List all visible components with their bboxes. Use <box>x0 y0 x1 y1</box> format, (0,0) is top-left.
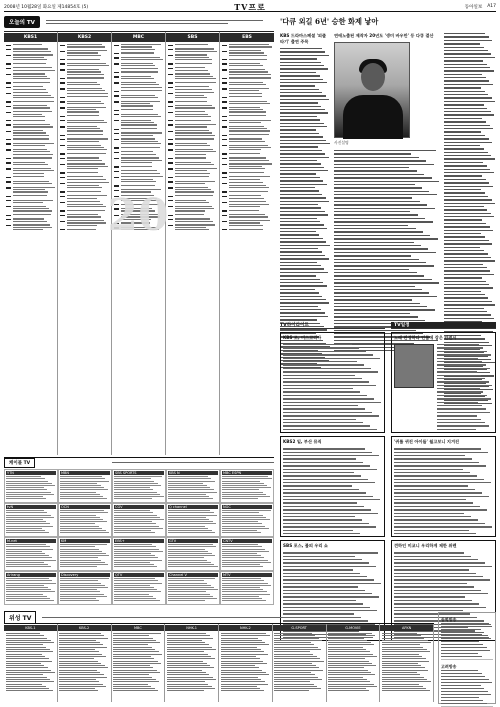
program-row <box>6 111 55 117</box>
tv-legend <box>46 20 274 24</box>
program-row <box>114 120 163 126</box>
article-headline: '다큐 외길 6년' 승한 화제 낳아 <box>280 17 379 26</box>
highlight-item: 노래 판정하다 인물에 감은 안전시 <box>391 332 496 433</box>
right-middle <box>280 322 496 612</box>
program-row <box>114 76 163 80</box>
program-row <box>168 63 217 65</box>
program-row <box>222 126 272 132</box>
channel-header: MBC <box>112 33 165 42</box>
program-row <box>168 86 217 90</box>
cable-channel: Q channel <box>166 503 220 537</box>
program-row <box>168 218 217 222</box>
program-row <box>168 105 217 109</box>
program-row <box>222 115 272 117</box>
program-row <box>168 101 217 103</box>
program-row <box>168 181 217 185</box>
program-row <box>222 44 272 48</box>
page-number: A17 <box>487 4 496 9</box>
satellite-channel: KBS-1 <box>4 624 58 702</box>
highlight-item: '귀를 귀진 아이들' 월고보니 지겨진 <box>391 436 496 537</box>
program-row <box>222 69 272 75</box>
program-row <box>60 163 109 169</box>
cable-badge: 케이블 TV <box>4 458 35 468</box>
photo-caption: 사진설명 <box>334 140 349 145</box>
program-row <box>60 59 109 61</box>
program-row <box>6 101 55 103</box>
program-row <box>6 73 55 79</box>
program-row <box>6 67 55 71</box>
program-row <box>168 168 217 174</box>
program-row <box>222 153 272 155</box>
program-row <box>60 176 109 180</box>
program-row <box>222 63 272 67</box>
program-row <box>114 214 163 220</box>
program-row <box>114 176 163 182</box>
satellite-channel: NHK-2 <box>219 624 273 702</box>
page-header <box>4 3 496 12</box>
program-row <box>60 229 109 231</box>
program-row <box>114 71 163 73</box>
cable-channel: M.net <box>4 537 58 571</box>
program-row <box>114 128 163 130</box>
program-row <box>6 63 55 65</box>
program-row <box>222 138 272 142</box>
cable-channel: Channel V <box>166 571 220 605</box>
program-row <box>222 134 272 136</box>
program-row <box>60 153 109 155</box>
program-row <box>222 229 272 231</box>
program-row <box>60 220 109 226</box>
program-row <box>6 124 55 128</box>
cable-channel: KM <box>58 537 112 571</box>
cable-channel: OCN <box>58 503 112 537</box>
program-row <box>114 57 163 61</box>
program-row <box>168 143 217 147</box>
program-row <box>114 185 163 187</box>
cable-channel: GTV <box>166 537 220 571</box>
tv-badge: 오늘의 TV <box>4 16 40 28</box>
tv-grid <box>4 31 274 455</box>
program-row <box>222 214 272 218</box>
program-row <box>168 82 217 84</box>
satellite-channel: MBC <box>112 624 166 702</box>
program-row <box>6 176 55 178</box>
program-row <box>6 181 55 185</box>
program-row <box>114 227 163 231</box>
paper-name: 동아일보 <box>464 5 483 10</box>
item-photo <box>394 344 434 388</box>
program-row <box>114 222 163 224</box>
program-row <box>60 120 109 124</box>
program-row <box>60 138 109 142</box>
program-row <box>222 172 272 174</box>
ad-block: 동학방송 <box>441 615 493 660</box>
article-sub-right: 연애노출된 제작자 20년도 '생미 바우만' 등 다큐 결산 <box>334 33 434 38</box>
program-row <box>222 201 272 207</box>
program-row <box>6 82 55 84</box>
program-row <box>114 157 163 163</box>
cable-channel: MBN <box>58 469 112 503</box>
satellite-channel: AFKN <box>380 624 434 702</box>
program-row <box>6 149 55 155</box>
program-row <box>222 220 272 226</box>
program-row <box>6 92 55 98</box>
ad-block: 고려방송 <box>441 662 493 707</box>
program-row <box>168 138 217 140</box>
program-row <box>168 162 217 166</box>
program-row <box>114 52 163 54</box>
program-row <box>222 191 272 193</box>
program-row <box>6 105 55 109</box>
program-row <box>222 82 272 86</box>
program-row <box>168 92 217 98</box>
program-row <box>114 44 163 50</box>
program-row <box>60 214 109 218</box>
channel-header: EBS <box>220 33 274 42</box>
program-row <box>114 170 163 174</box>
cable-channel: NGC <box>220 503 274 537</box>
program-row <box>60 172 109 174</box>
program-row <box>6 48 55 52</box>
cable-channel: CGV <box>112 503 166 537</box>
article-sub-left: KBS 드라마스페셜 '외줄타기' 출연 주목 <box>280 33 327 44</box>
program-row <box>222 157 272 161</box>
satellite-channel: G-MOVIE <box>327 624 381 702</box>
program-row <box>114 132 163 136</box>
program-row <box>114 195 163 201</box>
program-row <box>6 214 55 216</box>
cable-channel: KBS N <box>166 469 220 503</box>
program-row <box>114 208 163 212</box>
cable-channel: SBS SPORTS <box>112 469 166 503</box>
program-row <box>6 120 55 122</box>
program-row <box>168 206 217 212</box>
program-row <box>222 176 272 180</box>
program-row <box>6 168 55 174</box>
program-row <box>60 182 109 188</box>
program-row <box>114 147 163 149</box>
program-row <box>168 120 217 122</box>
program-row <box>168 195 217 197</box>
channel-column <box>58 32 112 455</box>
highlight-item: KBS 조, 미스코리아 <box>280 332 385 433</box>
program-row <box>168 48 217 52</box>
channel-header: KBS2 <box>58 33 111 42</box>
program-row <box>60 195 109 199</box>
program-row <box>6 218 55 222</box>
program-row <box>6 86 55 90</box>
program-row <box>60 157 109 161</box>
program-row <box>222 145 272 151</box>
program-row <box>222 182 272 188</box>
program-row <box>6 200 55 204</box>
program-row <box>6 187 55 193</box>
program-row <box>222 101 272 105</box>
cable-channel: tvN <box>4 503 58 537</box>
cable-channel: CNTV <box>220 537 274 571</box>
program-row <box>60 101 109 105</box>
program-row <box>114 189 163 193</box>
program-row <box>168 67 217 71</box>
cable-channel: YTN <box>4 469 58 503</box>
cable-channel: MTV <box>220 571 274 605</box>
satellite-channel: G-SPORT <box>273 624 327 702</box>
program-row <box>6 138 55 140</box>
program-row <box>60 107 109 113</box>
cable-channel: Arirang <box>4 571 58 605</box>
program-row <box>60 44 109 48</box>
program-row <box>6 195 55 197</box>
article-body-col1 <box>280 48 330 368</box>
program-row <box>60 88 109 94</box>
program-row <box>60 126 109 132</box>
highlight-head: TV하이라이트 <box>280 322 385 329</box>
program-row <box>168 54 217 60</box>
section-title: TV프로 <box>234 1 266 12</box>
schedule-head: TV일정 <box>391 322 496 329</box>
program-row <box>114 114 163 118</box>
program-row <box>114 109 163 111</box>
program-row <box>222 195 272 199</box>
ads-column <box>438 612 496 704</box>
cable-channel: QTV <box>112 571 166 605</box>
program-row <box>6 44 55 46</box>
channel-header: SBS <box>166 33 219 42</box>
schedule-list <box>391 332 496 641</box>
program-row <box>168 73 217 79</box>
program-row <box>168 157 217 159</box>
program-row <box>6 130 55 136</box>
program-row <box>168 224 217 230</box>
program-row <box>168 124 217 128</box>
highlight-item: 견하인 미교니 우리하게 제한 위렌 <box>391 540 496 641</box>
program-row <box>60 210 109 212</box>
highlight-item: SBS 포스, 불의 우리 쇼 <box>280 540 385 641</box>
program-row <box>114 90 163 92</box>
program-row <box>222 96 272 98</box>
program-row <box>222 50 272 56</box>
satellite-badge: 위성 TV <box>4 611 36 624</box>
program-row <box>114 166 163 168</box>
channel-column <box>220 32 274 455</box>
program-row <box>222 210 272 212</box>
program-row <box>60 134 109 136</box>
highlight-list <box>280 332 385 641</box>
program-row <box>222 88 272 94</box>
program-row <box>60 50 109 56</box>
program-row <box>6 206 55 212</box>
feature-article <box>280 15 496 320</box>
cable-channel: MBC ESPN <box>220 469 274 503</box>
watermark: 20 <box>107 189 169 241</box>
program-row <box>168 200 217 204</box>
program-row <box>222 163 272 169</box>
satellite-listings <box>4 612 434 704</box>
program-row <box>60 77 109 79</box>
channel-header: KBS1 <box>4 33 57 42</box>
satellite-channel: NHK-1 <box>165 624 219 702</box>
program-row <box>60 201 109 207</box>
program-row <box>6 224 55 230</box>
program-row <box>60 82 109 86</box>
highlight-item: KBS2 일, 부산 뮤직 <box>280 436 385 537</box>
satellite-grid <box>4 623 434 702</box>
program-row <box>6 143 55 147</box>
program-row <box>168 44 217 46</box>
channel-column <box>112 32 166 455</box>
cable-channel: Discovery <box>58 571 112 605</box>
program-row <box>168 130 217 136</box>
program-row <box>168 176 217 178</box>
program-row <box>60 145 109 151</box>
cable-grid <box>4 469 274 605</box>
program-row <box>114 63 163 69</box>
program-row <box>222 59 272 61</box>
program-row <box>60 63 109 67</box>
program-row <box>6 157 55 159</box>
program-row <box>114 151 163 155</box>
program-row <box>6 162 55 166</box>
program-row <box>60 191 109 193</box>
satellite-channel: KBS-2 <box>58 624 112 702</box>
program-row <box>168 111 217 117</box>
issue-info: 2008년 10월28일 화요일 제14854호 (5) <box>4 5 89 10</box>
program-row <box>60 69 109 75</box>
program-row <box>114 204 163 206</box>
program-row <box>114 95 163 99</box>
cable-channel: EBS+ <box>112 537 166 571</box>
program-row <box>168 214 217 216</box>
cable-listings <box>4 457 274 611</box>
program-row <box>222 77 272 79</box>
program-row <box>60 115 109 117</box>
program-row <box>60 96 109 98</box>
program-row <box>114 101 163 107</box>
channel-column <box>166 32 220 455</box>
article-photo <box>334 42 410 138</box>
program-row <box>168 149 217 155</box>
program-row <box>6 54 55 60</box>
program-row <box>114 138 163 144</box>
tv-listings <box>4 15 274 455</box>
program-row <box>222 120 272 124</box>
channel-column <box>4 32 58 455</box>
program-row <box>222 107 272 113</box>
program-row <box>114 82 163 88</box>
program-row <box>168 187 217 193</box>
